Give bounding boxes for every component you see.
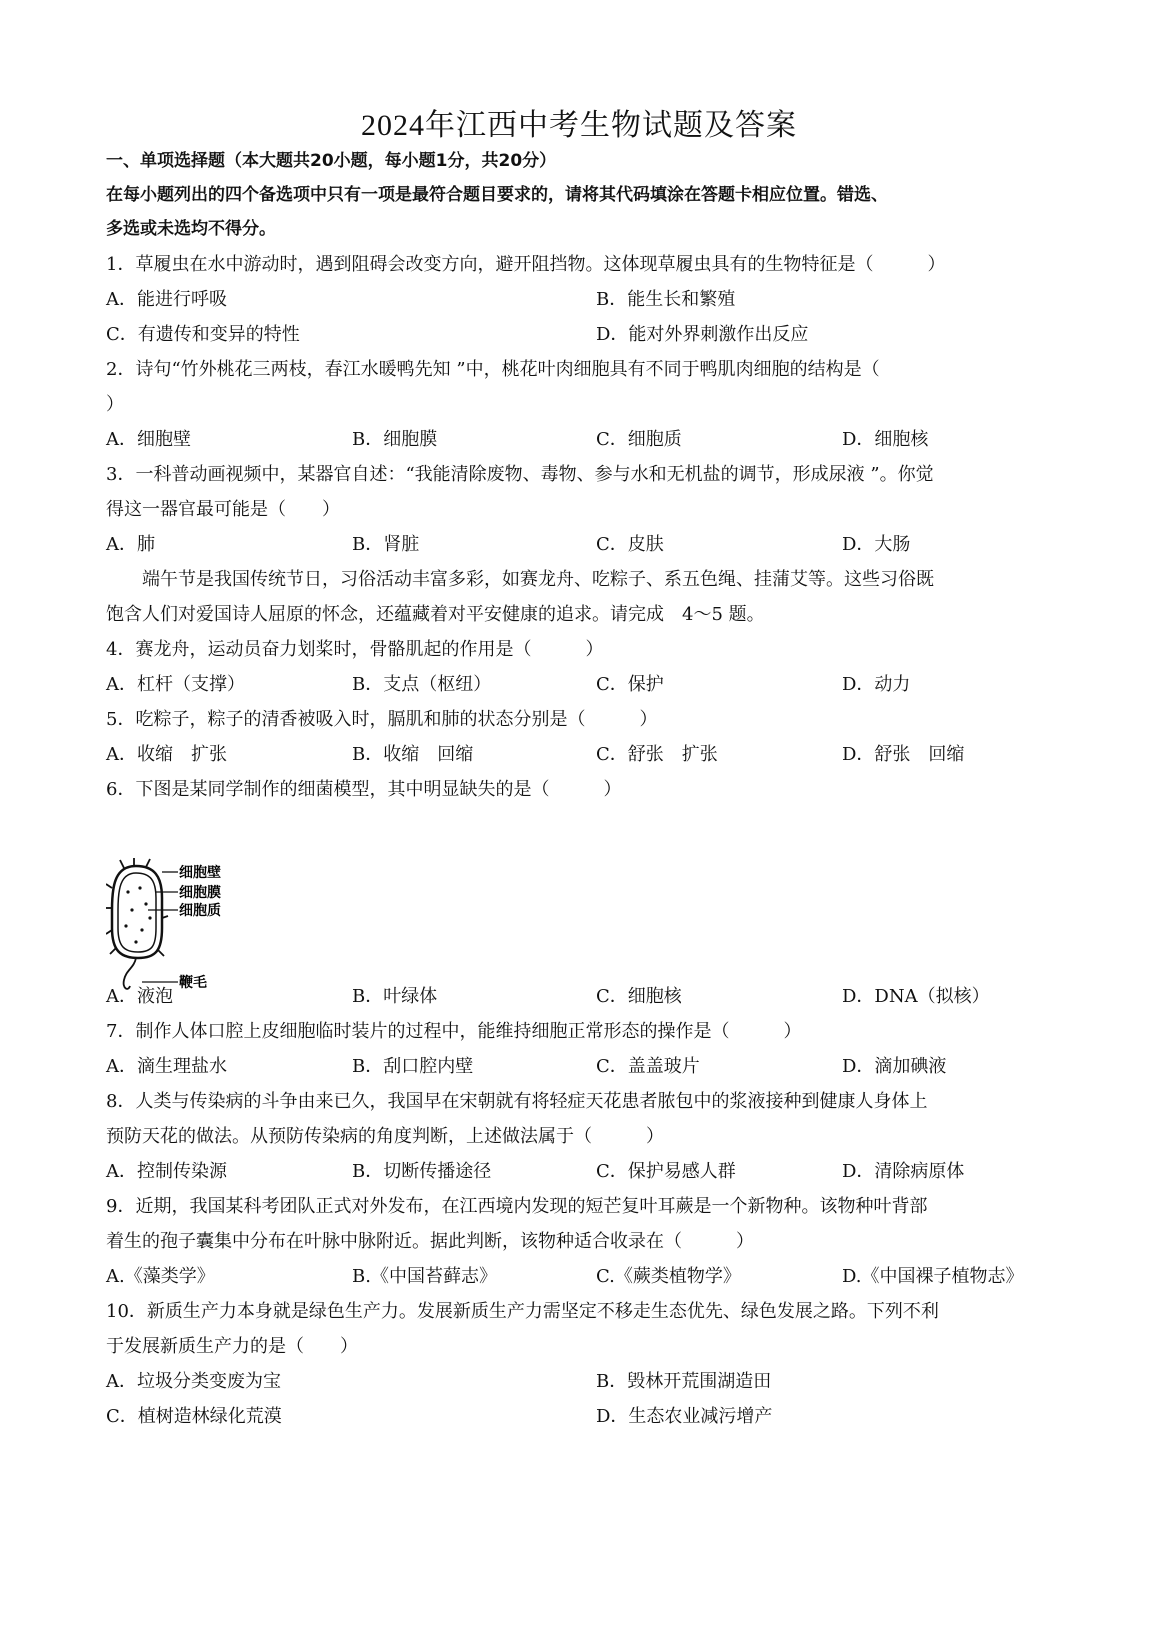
question-3-text-line-2: 得这一器官最可能是（ ） (106, 499, 340, 520)
q6-option-d: D．DNA（拟核） (842, 986, 990, 1007)
question-2-text-line-2: ） (106, 394, 124, 415)
instruction-line-2: 多选或未选均不得分。 (106, 219, 276, 239)
q1-option-d: D．能对外界刺激作出反应 (596, 324, 809, 345)
q4-option-c: C．保护 (596, 674, 664, 695)
q2-option-b: B．细胞膜 (352, 429, 438, 450)
q3-option-c: C．皮肤 (596, 534, 664, 555)
q5-option-b: B．收缩 回缩 (352, 744, 474, 765)
q5-option-a: A．收缩 扩张 (106, 744, 227, 765)
q1-option-a: A．能进行呼吸 (106, 289, 227, 310)
passage-line-2: 饱含人们对爱国诗人屈原的怀念，还蕴藏着对平安健康的追求。请完成 4～5 题。 (106, 604, 765, 625)
question-9-text-line-2: 着生的孢子囊集中分布在叶脉中脉附近。据此判断，该物种适合收录在（ ） (106, 1231, 754, 1252)
label-cytoplasm: 细胞质 (179, 903, 221, 919)
q6-option-b: B．叶绿体 (352, 986, 438, 1007)
q10-option-c: C．植树造林绿化荒漠 (106, 1406, 282, 1427)
section-heading: 一、单项选择题（本大题共20小题，每小题1分，共20分） (106, 151, 557, 171)
q2-option-a: A．细胞壁 (106, 429, 191, 450)
question-8-text-line-1: 8．人类与传染病的斗争由来已久，我国早在宋朝就有将轻症天花患者脓包中的浆液接种到健康人身体上 (106, 1091, 928, 1112)
q9-option-a: A.《藻类学》 (106, 1266, 215, 1287)
q8-option-b: B．切断传播途径 (352, 1161, 492, 1182)
q6-option-c: C．细胞核 (596, 986, 682, 1007)
question-10-text-line-2: 于发展新质生产力的是（ ） (106, 1336, 358, 1357)
q8-option-d: D．清除病原体 (842, 1161, 965, 1182)
q3-option-a: A．肺 (106, 534, 155, 555)
q7-option-a: A．滴生理盐水 (106, 1056, 227, 1077)
q2-option-d: D．细胞核 (842, 429, 929, 450)
q9-option-b: B.《中国苔藓志》 (352, 1266, 497, 1287)
q10-option-a: A．垃圾分类变废为宝 (106, 1371, 281, 1392)
bacterium-model-figure (106, 858, 236, 998)
q5-option-c: C．舒张 扩张 (596, 744, 718, 765)
q8-option-a: A．控制传染源 (106, 1161, 227, 1182)
q7-option-b: B．刮口腔内壁 (352, 1056, 474, 1077)
passage-line-1: 端午节是我国传统节日，习俗活动丰富多彩，如赛龙舟、吃粽子、系五色绳、挂蒲艾等。这些习俗既 (142, 569, 934, 590)
q4-option-a: A．杠杆（支撑） (106, 674, 245, 695)
q4-option-d: D．动力 (842, 674, 911, 695)
q7-option-c: C．盖盖玻片 (596, 1056, 700, 1077)
q1-option-b: B．能生长和繁殖 (596, 289, 736, 310)
q3-option-d: D．大肠 (842, 534, 911, 555)
question-10-text-line-1: 10．新质生产力本身就是绿色生产力。发展新质生产力需坚定不移走生态优先、绿色发展之路。下列不利 (106, 1301, 939, 1322)
q10-option-b: B．毁林开荒围湖造田 (596, 1371, 772, 1392)
question-1-text: 1．草履虫在水中游动时，遇到阻碍会改变方向，避开阻挡物。这体现草履虫具有的生物特征是（ ） (106, 254, 946, 275)
q4-option-b: B．支点（枢纽） (352, 674, 492, 695)
label-cell-wall: 细胞壁 (179, 865, 221, 881)
label-cell-membrane: 细胞膜 (179, 885, 221, 901)
q10-option-d: D．生态农业减污增产 (596, 1406, 773, 1427)
label-flagellum: 鞭毛 (179, 975, 207, 991)
instruction-line-1: 在每小题列出的四个备选项中只有一项是最符合题目要求的，请将其代码填涂在答题卡相应位置。错选、 (106, 185, 888, 205)
bacterium-cell-wall (112, 866, 162, 958)
question-5-text: 5．吃粽子，粽子的清香被吸入时，膈肌和肺的状态分别是（ ） (106, 709, 658, 730)
q1-option-c: C．有遗传和变异的特性 (106, 324, 300, 345)
bacterium-cytoplasm-dots (124, 886, 151, 943)
question-4-text: 4．赛龙舟，运动员奋力划桨时，骨骼肌起的作用是（ ） (106, 639, 604, 660)
q7-option-d: D．滴加碘液 (842, 1056, 947, 1077)
question-9-text-line-1: 9．近期，我国某科考团队正式对外发布，在江西境内发现的短芒复叶耳蕨是一个新物种。该物种叶背部 (106, 1196, 928, 1217)
question-7-text: 7．制作人体口腔上皮细胞临时装片的过程中，能维持细胞正常形态的操作是（ ） (106, 1021, 802, 1042)
q9-option-c: C.《蕨类植物学》 (596, 1266, 741, 1287)
q9-option-d: D.《中国裸子植物志》 (842, 1266, 1024, 1287)
q6-option-a: A．液泡 (106, 986, 173, 1007)
question-6-text: 6．下图是某同学制作的细菌模型，其中明显缺失的是（ ） (106, 779, 622, 800)
page-title: 2024年江西中考生物试题及答案 (361, 109, 797, 142)
question-8-text-line-2: 预防天花的做法。从预防传染病的角度判断，上述做法属于（ ） (106, 1126, 664, 1147)
question-3-text-line-1: 3．一科普动画视频中，某器官自述：“我能清除废物、毒物、参与水和无机盐的调节，形成尿液 ”。你觉 (106, 464, 934, 485)
bacterium-cell-membrane (118, 873, 156, 952)
q2-option-c: C．细胞质 (596, 429, 682, 450)
q8-option-c: C．保护易感人群 (596, 1161, 736, 1182)
question-2-text-line-1: 2．诗句“竹外桃花三两枝，春江水暖鸭先知 ”中，桃花叶肉细胞具有不同于鸭肌肉细胞的结构是（ (106, 359, 880, 380)
q3-option-b: B．肾脏 (352, 534, 420, 555)
q5-option-d: D．舒张 回缩 (842, 744, 965, 765)
